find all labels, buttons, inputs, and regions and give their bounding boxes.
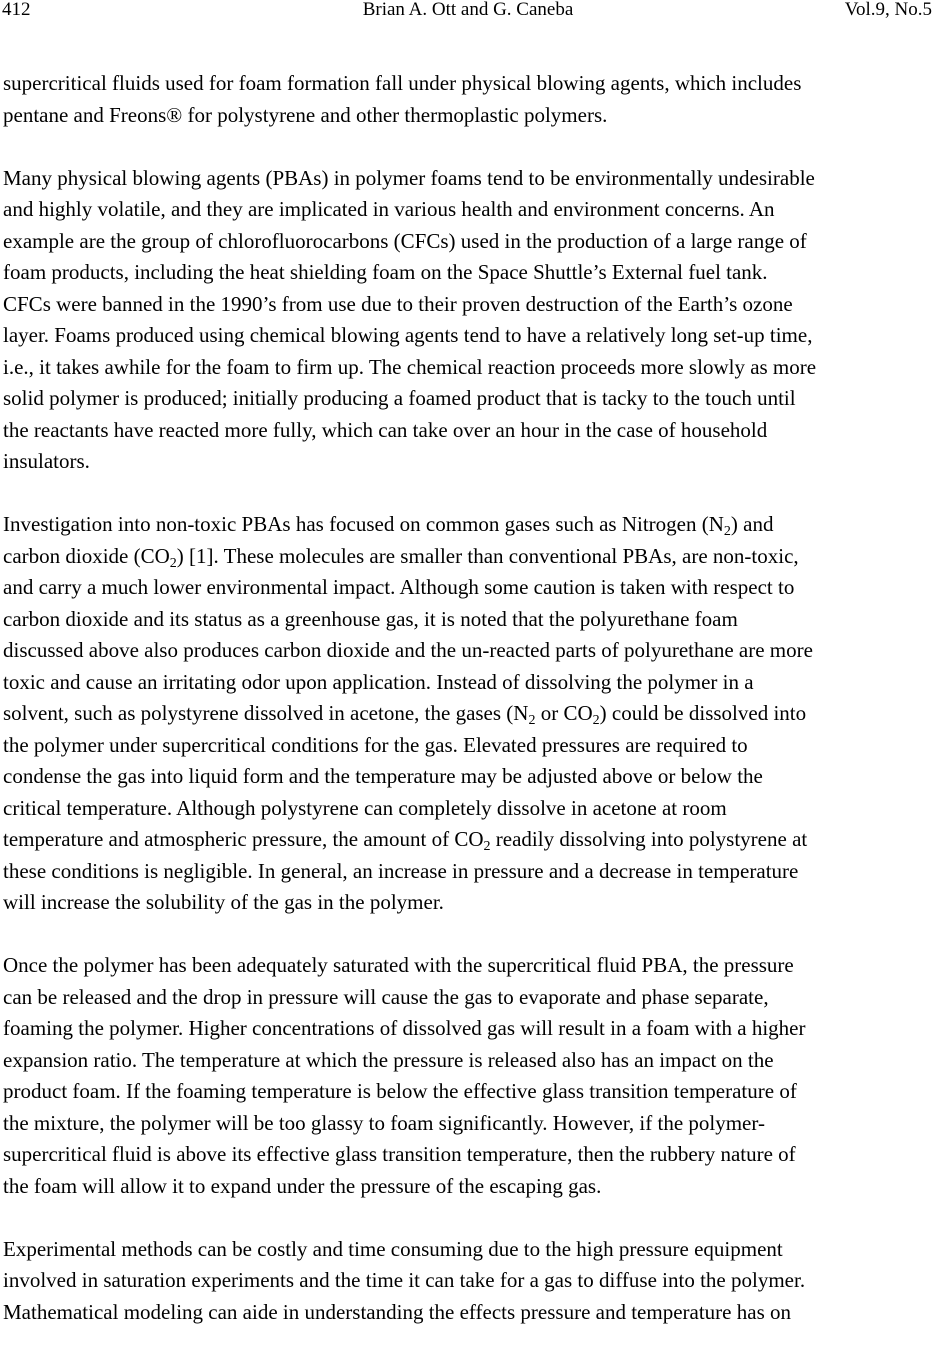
body-text (3, 68, 936, 1360)
text-line: involved in saturation experiments and the time it can take for a gas to diffuse into the polymer. (3, 1268, 806, 1292)
paragraph (3, 68, 936, 131)
text-line: insulators. (3, 449, 90, 473)
text-line: product foam. If the foaming temperature is below the effective glass transition temperature of (3, 1079, 797, 1103)
text-line: pentane and Freons® for polystyrene and other thermoplastic polymers. (3, 102, 608, 127)
text-line: condense the gas into liquid form and the temperature may be adjusted above or below the (3, 764, 763, 788)
text-line: layer. Foams produced using chemical blowing agents tend to have a relatively long set-up time, (3, 323, 813, 347)
text-line: i.e., it takes awhile for the foam to firm up. The chemical reaction proceeds more slowly as more (3, 354, 817, 379)
text-line: solvent, such as polystyrene dissolved in acetone, the gases ($N_2$ or $CO_2$) could be dissolved into (3, 701, 807, 728)
paragraph (3, 950, 936, 1202)
header-authors: Brian A. Ott and G. Caneba (362, 0, 574, 20)
text-line: the polymer under supercritical conditions for the gas. Elevated pressures are required to (3, 732, 748, 757)
header-volume: Vol.9, No.5 (844, 0, 932, 20)
text-line: will increase the solubility of the gas in the polymer. (3, 890, 444, 914)
text-line: the reactants have reacted more fully, which can take over an hour in the case of household (3, 417, 768, 442)
text-line: foaming the polymer. Higher concentrations of dissolved gas will result in a foam with a higher (3, 1016, 806, 1040)
text-line: critical temperature. Although polystyrene can completely dissolve in acetone at room (3, 795, 727, 820)
text-line: the foam will allow it to expand under the pressure of the escaping gas. (3, 1173, 602, 1198)
text-line: supercritical fluids used for foam formation fall under physical blowing agents, which includes (3, 71, 802, 95)
text-line: carbon dioxide $(CO_2)$ [1]. These molecules are smaller than conventional PBAs, are non-toxic, (3, 543, 799, 571)
text-line: foam products, including the heat shielding foam on the Space Shuttle’s External fuel tank. (3, 260, 768, 284)
text-line: Experimental methods can be costly and time consuming due to the high pressure equipment (3, 1236, 783, 1261)
text-line: these conditions is negligible. In general, an increase in pressure and a decrease in temperature (3, 858, 799, 883)
text-line: and highly volatile, and they are implicated in various health and environment concerns. An (3, 197, 775, 221)
text-line: Mathematical modeling can aide in understanding the effects pressure and temperature has on (3, 1299, 791, 1324)
text-line: temperature and atmospheric pressure, the amount of $CO_2$ readily dissolving into polystyrene at (3, 827, 808, 854)
text-line: can be released and the drop in pressure will cause the gas to evaporate and phase separate, (3, 984, 769, 1009)
paragraph (3, 1234, 936, 1329)
text-line: supercritical fluid is above its effective glass transition temperature, then the rubbery nature of (3, 1142, 796, 1166)
text-line: the mixture, the polymer will be too glassy to foam significantly. However, if the polymer- (3, 1110, 765, 1135)
text-line: Many physical blowing agents (PBAs) in polymer foams tend to be environmentally undesirable (3, 165, 815, 190)
text-line: discussed above also produces carbon dioxide and the un-reacted parts of polyurethane are more (3, 638, 813, 662)
text-line: example are the group of chlorofluorocarbons (CFCs) used in the production of a large range of (3, 228, 807, 253)
paragraph (3, 509, 936, 919)
running-header (0, 0, 936, 24)
text-line: expansion ratio. The temperature at which the pressure is released also has an impact on the (3, 1047, 774, 1072)
paragraph (3, 163, 936, 478)
text-line: toxic and cause an irritating odor upon application. Instead of dissolving the polymer in a (3, 669, 754, 694)
text-line: Once the polymer has been adequately saturated with the supercritical fluid PBA, the pressure (3, 953, 794, 977)
text-line: CFCs were banned in the 1990’s from use due to their proven destruction of the Earth’s ozone (3, 291, 793, 316)
text-line: carbon dioxide and its status as a greenhouse gas, it is noted that the polyurethane foam (3, 606, 738, 631)
text-line: and carry a much lower environmental impact. Although some caution is taken with respect to (3, 575, 795, 599)
page-number: 412 (2, 0, 31, 20)
text-line: solid polymer is produced; initially producing a foamed product that is tacky to the touch until (3, 386, 796, 410)
text-line: Investigation into non-toxic PBAs has focused on common gases such as Nitrogen $(N_2)$ and (3, 512, 774, 539)
